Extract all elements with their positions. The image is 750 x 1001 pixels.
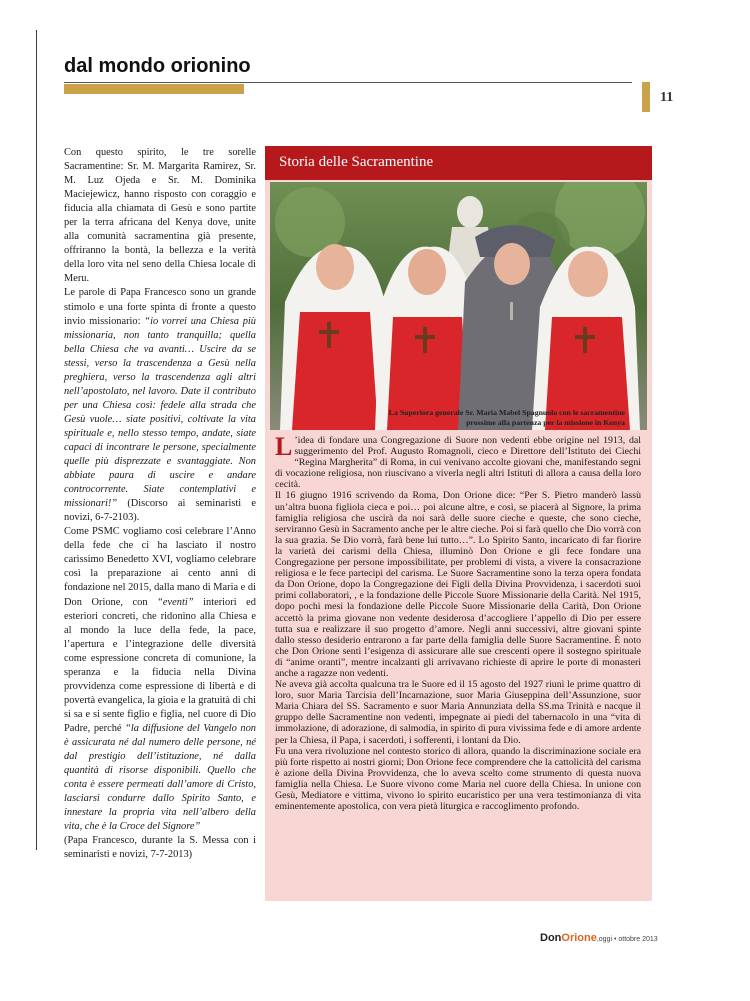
drop-cap: L (275, 432, 293, 461)
margin-rule (36, 30, 37, 850)
feature-paragraph (275, 679, 641, 746)
body-text: (Papa Francesco, durante la S. Messa con i seminaristi e novizi, 7-7-2013) (64, 835, 256, 861)
brand-don: Don (540, 932, 562, 944)
left-paragraph (64, 146, 256, 286)
feature-paragraph-text: Il 16 giugno 1916 scrivendo da Roma, Don Orione dice: “Per S. Pietro manderò lassù un’altra buona figliola cieca e poi… poi alcune altre, e così, se piacerà al Signore, la prima famiglia religiosa che uscirà da noi sarà delle suore cieche e queste, che sono cieche, serviranno Gesù in Sacramento anche per le altre cieche. Poi si farà quello che Dio vorrà con la sua grazia. Se Dio vorrà, farà bene lui tutto…”. Lo Spirito Santo, incaricato di far fiorire la varietà dei carismi della Chiesa, illuminò Don Orione e gli fece fondare una Congregazione per persone impossibilitate, per problemi di vista, a vivere la consacrazione religiosa e le fece partecipi del carisma. Le Suore Sacramentine sono la terza opera fondata da Don Orione, dopo la Congregazione dei Figli della Divina Provvidenza, i sacerdoti suoi primi collaboratori, , e la fondazione delle Piccole Suore Missionarie della Carità. Nel 1915, dopo pochi mesi la fondazione delle Piccole Suore Missionarie della Carità, Don Orione accettò la prima giovane non vedente desiderosa d’accogliere l’appello di Dio per essere tutta sua e realizzare il suo progetto d’amore. Negli anni successivi, altre giovani spinte dallo stesso desiderio entrarono a far parte della famiglia delle Suore Sacramentine. È noto che Don Orione sentì l’esigenza di assicurare alle sue crescenti opere il sostegno spirituale di “anime oranti”, mentre incalzanti gli arrivavano richieste di aprire le porte di monasteri anche a ragazze non vedenti. (275, 490, 641, 679)
feature-paragraph-text: ’idea di fondare una Congregazione di Suore non vedenti ebbe origine nel 1913, dal suggerimento del Prof. Augusto Romagnoli, cieco e Direttore dell’Istituto dei Ciechi “Regina Margherita” di Roma, in cui venivano accolte giovani che, manifestando segni di vocazione religiosa, non riuscivano a viverla negli altri Istituti di allora a causa della loro cecità. (275, 435, 641, 491)
quote-text: “la diffusione del Vangelo non è assicurata né dal numero delle persone, né dal prestigio dell’istituzione, né dalla quantità di risorse disponibili. Quello che conta è essere permeati dall’amore di Cristo, lasciarsi condurre dallo Spirito Santo, e innestare la propria vita nell’albero della vita, che è la Croce del Signore” (64, 722, 256, 833)
body-text: Con questo spirito, le tre sorelle Sacramentine: Sr. M. Margarita Ramirez, Sr. M. Luz Ojeda e Sr. M. Dominika Maciejewicz, hanno risposto con coraggio e fiducia alla chiamata di Gesù e sono partite per la terra africana del Kenya dove, unite alla comunità sacramentina già presente, offriranno la bontà, la bellezza e la verità della loro vita nel seno della Chiesa locale di Meru. (64, 147, 256, 285)
body-text: Le parole di Papa Francesco sono un grande stimolo e una forte spinta di fronte a questo invio missionario: (64, 287, 256, 327)
caption-line-2: prossime alla partenza per la missione in Kenya (466, 418, 625, 427)
feature-paragraph-text: Ne aveva già accolta qualcuna tra le Suore ed il 15 agosto del 1927 riunì le prime quattro di loro, suor Maria Tarcisia dell’Incarnazione, suor Maria Giuseppina dell’Assunzione, suor Maria Chiara del SS. Sacramento e suor Maria Annunziata della SS.ma Trinità e nacque il gruppo delle Sacramentine non vedenti, impegnate ai piedi del tabernacolo in una “vita di immolazione, di adorazione, di salmodia, in spirito di pura vivissima fede e di amore ardente per la Chiesa, il Papa, i sacerdoti, i sofferenti, i lontani da Dio. (275, 679, 641, 746)
feature-paragraph (275, 432, 641, 491)
page-number-bar (642, 82, 650, 112)
nuns-photo-illustration (270, 182, 647, 430)
footer-masthead (540, 932, 658, 944)
left-column-text (64, 146, 256, 862)
feature-paragraph-text: Fu una vera rivoluzione nel contesto storico di allora, quando la discriminazione sociale era più forte rispetto ai nostri giorni; Don Orione fece comprendere che la cattolicità del carisma è azione della Divina Provvidenza, che lo aveva scelto come strumento di questa nuova famiglia nella Chiesa. Le Suore vivono come Maria nel cuore della Chiesa. In unione con Gesù, Mediatore e vittima, vivono lo spirito eucaristico per una vera testimonianza di vita eminentemente apostolica, con vera pietà liturgica e raccoglimento profondo. (275, 745, 641, 813)
body-text: (Discorso ai seminaristi e novizi, 6-7-2103). (64, 498, 256, 524)
page-number: 11 (660, 90, 674, 105)
body-text: interiori ed esteriori concreti, che ridonino alla Chiesa e al mondo la luce della fede, la pace, l’apertura e l’integrazione delle diversità come espressione concreta di comunione, la speranza e la fiducia nella Divina provvidenza come espressione di libertà e di povertà evangelica, la gioia e la gratuità di chi si sa e si sente figlio e figlia, nel cuore di Dio Padre, perché (64, 596, 256, 734)
feature-box (265, 146, 652, 901)
header-rule (64, 82, 632, 83)
feature-paragraph (275, 490, 641, 679)
brand-orione: Orione (561, 932, 597, 944)
quote-text: “eventi” (157, 596, 194, 608)
feature-paragraph (275, 746, 641, 813)
feature-title: Storia delle Sacramentine (279, 154, 434, 170)
quote-text: “io vorrei una Chiesa più missionaria, non tanto tranquilla; quella bella Chiesa che va avanti… Uscire da se stessi, verso la trascendenza a Gesù nella preghiera, verso la trascendenza agli altri nell’apostolato, nel lavoro. Date il contributo per una Chiesa così: fedele alla strada che Gesù vuole… siate positivi, coltivate la vita spirituale e, nello stesso tempo, andate, siate capaci di incontrare le persone, specialmente quelle più disprezzate e svantaggiate. Non abbiate paura di uscire e andare controcorrente. Siate contemplativi e missionari!” (64, 315, 256, 510)
left-paragraph (64, 525, 256, 834)
left-paragraph (64, 286, 256, 525)
body-text: Come PSMC vogliamo così celebrare l’Anno della fede che ci ha lasciato il nostro carissimo Benedetto XVI, vogliamo celebrare così la preparazione ai cento anni di fondazione nel 2015, dalla mano di Maria e di Don Orione, con (64, 526, 256, 608)
left-paragraph (64, 834, 256, 862)
feature-header (265, 146, 652, 180)
feature-body (275, 432, 641, 813)
section-title: dal mondo orionino (64, 55, 251, 77)
header-accent-bar (64, 84, 244, 94)
issue-date: ,oggi • ottobre 2013 (596, 936, 658, 943)
photo-caption (273, 408, 625, 428)
caption-line-1: La Superiora generale Sr. Maria Mabel Spagnuolo con le sacramentine (388, 408, 625, 417)
nuns-photo (270, 182, 647, 430)
